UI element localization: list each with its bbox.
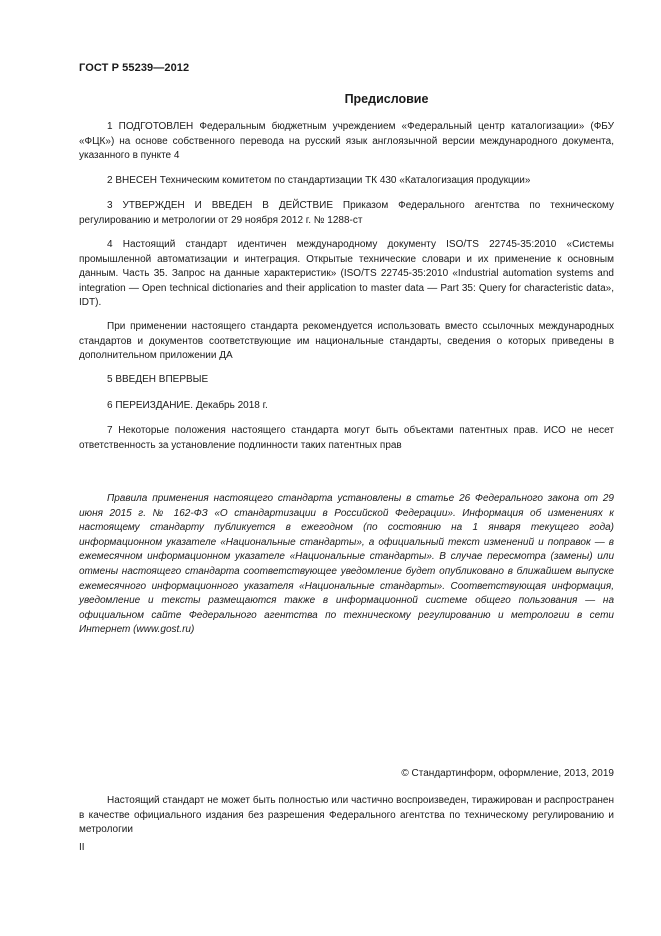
paragraph-1: 1 ПОДГОТОВЛЕН Федеральным бюджетным учреждением «Федеральный центр каталогизации» (ФБУ «ФЦК») на основе собственного перевода на русский язык англоязычной версии международного документа, указанного в пункте 4 — [79, 121, 614, 162]
paragraph-note: При применении настоящего стандарта рекомендуется использовать вместо ссылочных международных стандартов и документов соответствующие им национальные стандарты, сведения о которых приведены в дополнительном приложении ДА — [79, 321, 614, 362]
legal-notice: Правила применения настоящего стандарта установлены в статье 26 Федерального закона от 29 июня 2015 г. № 162-ФЗ «О стандартизации в Российской Федерации». Информация об изменениях к настоящему стандарту публикуется в ежегодном (по состоянию на 1 января текущего года) информационном указателе «Национальные стандарты», а официальный текст изменений и поправок — в ежемесячном информационном указателе «Национальные стандарты». В случае пересмотра (замены) или отмены настоящего стандарта соответствующее уведомление будет опубликовано в ближайшем выпуске ежемесячного информационного указателя «Национальные стандарты». Соответствующая информация, уведомление и тексты размещаются также в информационной системе общего пользования — на официальном сайте Федерального агентства по техническому регулированию и метрологии в сети Интернет (www.gost.ru) — [79, 493, 614, 636]
paragraph-7: 7 Некоторые положения настоящего стандарта могут быть объектами патентных прав. ИСО не несет ответственность за установление подлинности таких патентных прав — [79, 425, 614, 451]
paragraph-6: 6 ПЕРЕИЗДАНИЕ. Декабрь 2018 г. — [107, 400, 268, 411]
paragraph-5: 5 ВВЕДЕН ВПЕРВЫЕ — [107, 374, 209, 385]
paragraph-4: 4 Настоящий стандарт идентичен международному документу ISO/TS 22745-35:2010 «Системы промышленной автоматизации и интеграция. Открытые технические словари и их применение к основным данным. Часть 35. Запрос на данные характеристик» (ISO/TS 22745-35:2010 «Industrial automation systems and integration — Open technical dictionaries and their application to master data — Part 35: Query for characteristic data», IDT). — [79, 239, 614, 309]
reproduction-notice: Настоящий стандарт не может быть полностью или частично воспроизведен, тиражирован и распространен в качестве официального издания без разрешения Федерального агентства по техническому регулированию и метрологии — [79, 795, 614, 836]
page-number: II — [79, 842, 85, 853]
paragraph-3: 3 УТВЕРЖДЕН И ВВЕДЕН В ДЕЙСТВИЕ Приказом Федерального агентства по техническому регулированию и метрологии от 29 ноября 2012 г. № 1288-ст — [79, 200, 614, 226]
page-title: Предисловие — [344, 92, 429, 106]
standard-code: ГОСТ Р 55239—2012 — [79, 62, 190, 74]
paragraph-2: 2 ВНЕСЕН Техническим комитетом по стандартизации ТК 430 «Каталогизация продукции» — [107, 175, 531, 186]
copyright-line: © Стандартинформ, оформление, 2013, 2019 — [401, 768, 614, 779]
